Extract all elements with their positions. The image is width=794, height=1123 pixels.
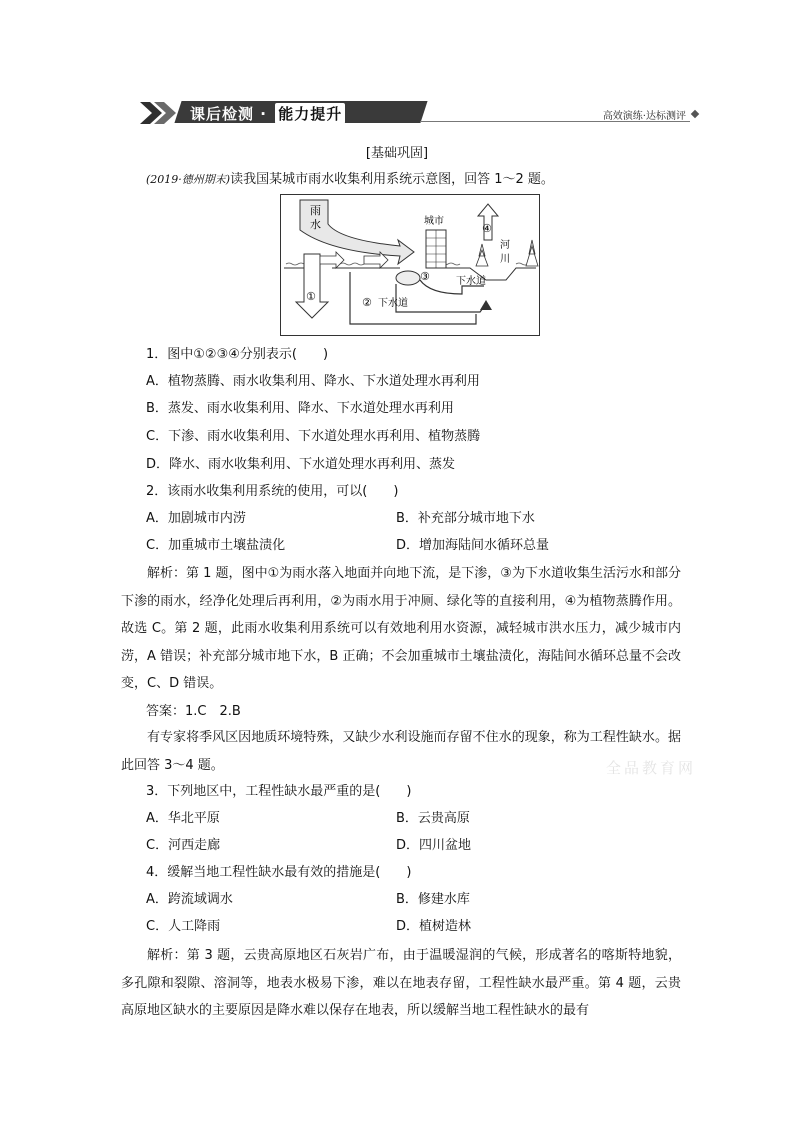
question-2-option-d: D．增加海陆间水循环总量	[396, 538, 550, 553]
answer-1: 答案：1.C 2.B	[146, 704, 241, 719]
question-4-stem: 4．缓解当地工程性缺水最有效的措施是( )	[146, 865, 412, 880]
intro-2: 有专家将季风区因地质环境特殊，又缺少水利设施而存留不住水的现象，称为工程性缺水。据此回答 3～4 题。	[121, 730, 681, 773]
question-4-option-d: D．植树造林	[396, 919, 472, 934]
header-separator: ·	[260, 105, 267, 123]
intro-source: (2019·德州期末)	[146, 173, 231, 186]
mark-3: ③	[420, 270, 430, 283]
analysis-2: 解析：第 3 题，云贵高原地区石灰岩广布，由于温暖湿润的气候，形成著名的喀斯特地貌，多孔隙和裂隙、溶洞等，地表水极易下渗，难以在地表存留，工程性缺水最严重。第 4 题，云贵高原地区缺水的主要原因是降水难以保存在地表，所以缓解当地工程性缺水的最有	[121, 948, 681, 1018]
question-1-option-b: B．蒸发、雨水收集利用、降水、下水道处理水再利用	[146, 401, 454, 416]
question-4-option-a: A．跨流域调水	[146, 892, 233, 907]
question-1-option-c: C．下渗、雨水收集利用、下水道处理水再利用、植物蒸腾	[146, 429, 481, 444]
question-1-stem: 1．图中①②③④分别表示( )	[146, 347, 329, 362]
question-1-option-a: A．植物蒸腾、雨水收集利用、降水、下水道处理水再利用	[146, 374, 480, 389]
question-3-option-a: A．华北平原	[146, 811, 220, 826]
question-3-stem: 3．下列地区中，工程性缺水最严重的是( )	[146, 784, 412, 799]
mark-2: ②	[362, 296, 372, 309]
header-title-text: 课后检测	[190, 105, 255, 123]
header-right-text: 高效演练·达标测评	[602, 111, 686, 122]
question-4-option-c: C．人工降雨	[146, 919, 221, 934]
intro-line	[146, 168, 554, 187]
label-city: 城市	[424, 216, 444, 227]
watermark: 全品教育网	[606, 759, 697, 777]
question-3-option-b: B．云贵高原	[396, 811, 470, 826]
diamond-icon	[691, 110, 699, 118]
label-rain-2: 水	[310, 218, 321, 231]
question-2-option-b: B．补充部分城市地下水	[396, 511, 535, 526]
rainwater-system-diagram	[280, 194, 540, 336]
label-river-1: 河	[500, 240, 510, 251]
question-2-option-c: C．加重城市土壤盐渍化	[146, 538, 286, 553]
label-sewer-upper: 下水道	[456, 276, 486, 287]
question-4-option-b: B．修建水库	[396, 892, 470, 907]
analysis-1: 解析：第 1 题，图中①为雨水落入地面并向地下流，是下渗，③为下水道收集生活污水和部分下渗的雨水，经净化处理后再利用，②为雨水用于冲厕、绿化等的直接利用，④为植物蒸腾作用。故选 C。第 2 题，此雨水收集利用系统可以有效地利用水资源，减轻城市洪水压力，减少城市内涝，A 错误；补充部分城市地下水，B 正确；不会加重城市土壤盐渍化，海陆间水循环总量不会改变，C、D 错误。	[121, 566, 681, 691]
question-2-stem: 2．该雨水收集利用系统的使用，可以( )	[146, 484, 399, 499]
question-2-option-a: A．加剧城市内涝	[146, 511, 246, 526]
mark-1: ①	[306, 290, 316, 303]
section-title: [基础巩固]	[365, 146, 429, 161]
intro-text: 读我国某城市雨水收集利用系统示意图，回答 1～2 题。	[230, 172, 554, 187]
label-rain-1: 雨	[310, 204, 321, 217]
question-3-option-c: C．河西走廊	[146, 838, 221, 853]
header-subtitle: 能力提升	[275, 103, 345, 124]
label-sewer-lower: 下水道	[378, 298, 408, 309]
mark-4: ④	[482, 222, 492, 235]
label-river-2: 川	[500, 254, 510, 265]
question-3-option-d: D．四川盆地	[396, 838, 472, 853]
page-header	[140, 100, 700, 126]
tank	[396, 271, 420, 285]
header-title	[190, 103, 345, 124]
question-1-option-d: D．降水、雨水收集利用、下水道处理水再利用、蒸发	[146, 457, 456, 472]
